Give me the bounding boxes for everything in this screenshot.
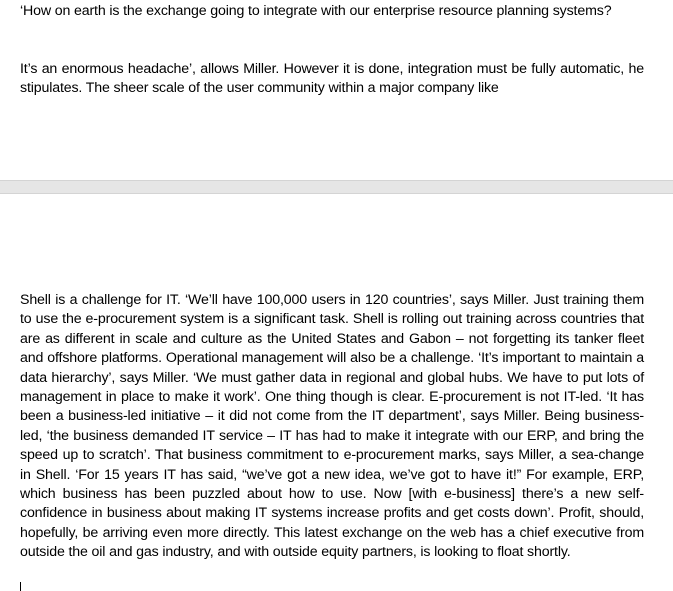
page-break-divider [0,180,673,194]
paragraph-3: Shell is a challenge for IT. ‘We’ll have 100,000 users in 120 countries’, says Miller. Just training them to use the e-procurement system is a significant task. Shell is rolling out training across countries that are as different in scale and culture as the United States and Gabon – not forgetting its tanker fleet and offshore platforms. Operational management will also be a challenge. ‘It’s important to maintain a data hierarchy’, says Miller. ‘We must gather data in regional and global hubs. We have to put lots of management in place to make it work’. One thing though is clear. E-procurement is not IT-led. ‘It has been a business-led initiative – it did not come from the IT department’, says Miller. Being business-led, ‘the business demanded IT service – IT has had to make it integrate with our ERP, and bring the speed up to scratch’. That business commitment to e-procurement marks, says Miller, a sea-change in Shell. ‘For 15 years IT has said, “we’ve got a new idea, we’ve got to have it!” For example, ERP, which business has been puzzled about how to use. Now [with e-business] there’s a new self-confidence in business about making IT systems increase profits and get costs down’. Profit, should, hopefully, be arriving even more directly. This latest exchange on the web has a chief executive from outside the oil and gas industry, and with outside equity partners, is looking to float shortly. [20,292,644,561]
text-cursor [20,582,21,591]
paragraph-1: ‘How on earth is the exchange going to integrate with our enterprise resource planning systems? [20,3,612,19]
document-page-top [0,0,673,180]
paragraph-2: It’s an enormous headache’, allows Miller. However it is done, integration must be fully automatic, he stipulates. The sheer scale of the user community within a major company like [20,61,644,97]
document-page-bottom[interactable] [0,194,673,591]
